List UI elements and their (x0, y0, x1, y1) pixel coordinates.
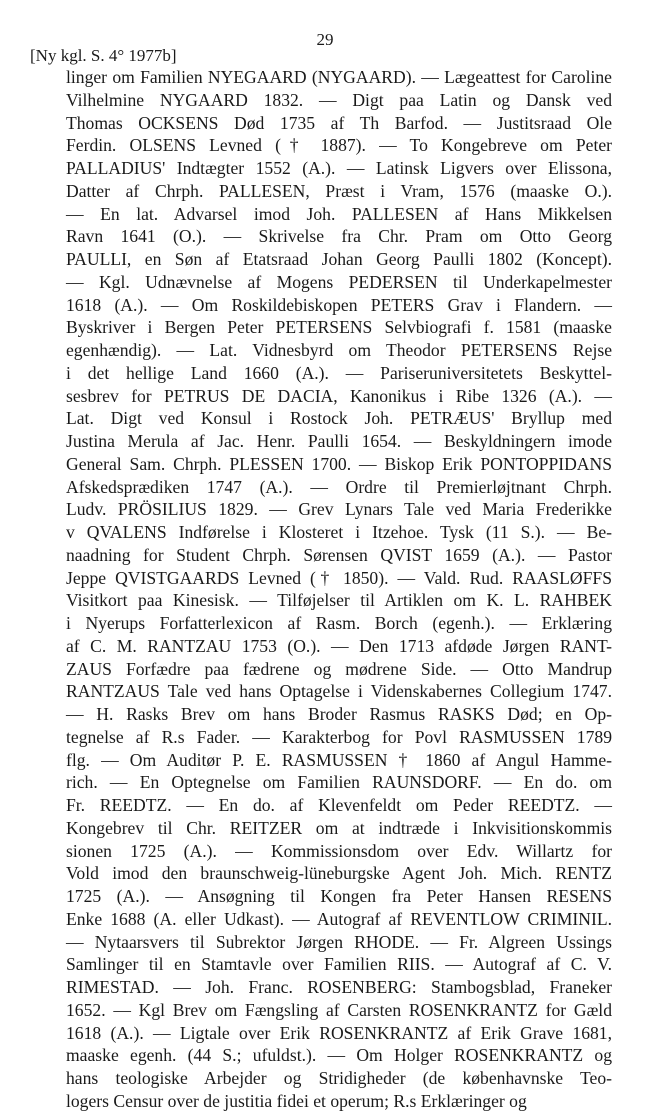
text-line: General Sam. Chrph. PLESSEN 1700. — Biskop Erik PONTOPPIDANS (66, 453, 612, 474)
text-line: ZAUS Forfædre paa fædrene og mødrene Side. — Otto Mandrup (66, 658, 612, 679)
text-line: Visitkort paa Kinesisk. — Tilføjelser til Artiklen om K. L. RAHBEK (66, 590, 612, 611)
text-line: Fr. REEDTZ. — En do. af Klevenfeldt om Peder REEDTZ. — (66, 795, 612, 815)
text-line: Ludv. PRÖSILIUS 1829. — Grev Lynars Tale ved Maria Frederikke (66, 499, 612, 520)
text-line: Lat. Digt ved Konsul i Rostock Joh. PETRÆUS' Bryllup med (66, 408, 612, 429)
text-line: — H. Rasks Brev om hans Broder Rasmus RASKS Død; en Op- (66, 704, 612, 724)
text-line: RANTZAUS Tale ved hans Optagelse i Videnskabernes Collegium 1747. (66, 681, 612, 702)
text-line: flg. — Om Auditør P. E. RASMUSSEN † 1860 af Angul Hamme- (66, 749, 612, 770)
text-line: — Nytaarsvers til Subrektor Jørgen RHODE. — Fr. Algreen Ussings (66, 931, 612, 952)
shelfmark: [Ny kgl. S. 4° 1977b] (30, 46, 177, 65)
text-line: Byskriver i Bergen Peter PETERSENS Selvbiografi f. 1581 (maaske (66, 317, 612, 338)
text-line: Vold imod den braunschweig-lüneburgske Agent Joh. Mich. RENTZ (66, 863, 612, 884)
page-number: 29 (316, 30, 334, 49)
body-text (66, 66, 612, 1113)
text-line: Thomas OCKSENS Død 1735 af Th Barfod. — Justitsraad Ole (66, 112, 612, 133)
text-line: Samlinger til en Stamtavle over Familien RIIS. — Autograf af C. V. (66, 954, 612, 975)
text-line: v QVALENS Indførelse i Klosteret i Itzehoe. Tysk (11 S.). — Be- (66, 522, 612, 542)
text-line: Kongebrev til Chr. REITZER om at indtræde i Inkvisitionskommis (66, 817, 612, 838)
text-line: egenhændig). — Lat. Vidnesbyrd om Theodor PETERSENS Rejse (66, 340, 612, 360)
text-line: 1652. — Kgl Brev om Fængsling af Carsten ROSENKRANTZ for Gæld (66, 999, 612, 1020)
text-line: PAULLI, en Søn af Etatsraad Johan Georg Paulli 1802 (Koncept). (66, 249, 612, 269)
text-line: Enke 1688 (A. eller Udkast). — Autograf af REVENTLOW CRIMINIL. (66, 908, 612, 929)
text-line: maaske egenh. (44 S.; ufuldst.). — Om Holger ROSENKRANTZ og (66, 1045, 612, 1066)
text-line: Ferdin. OLSENS Levned († 1887). — To Kongebreve om Peter (66, 135, 612, 156)
text-line: 1618 (A.). — Ligtale over Erik ROSENKRANTZ af Erik Grave 1681, (66, 1022, 612, 1043)
text-line: i det hellige Land 1660 (A.). — Pariseruniversitetets Beskyttel- (66, 362, 612, 383)
text-line: af C. M. RANTZAU 1753 (O.). — Den 1713 afdøde Jørgen RANT- (66, 635, 612, 656)
text-line: hans teologiske Arbejder og Stridigheder (de københavnske Teo- (66, 1068, 612, 1088)
text-line: tegnelse af R.s Fader. — Karakterbog for Povl RASMUSSEN 1789 (66, 726, 612, 747)
text-line: sionen 1725 (A.). — Kommissionsdom over Edv. Willartz for (66, 840, 612, 861)
text-line: sesbrev for PETRUS DE DACIA, Kanonikus i Ribe 1326 (A.). — (66, 385, 612, 406)
text-line: 1725 (A.). — Ansøgning til Kongen fra Peter Hansen RESENS (66, 886, 612, 906)
text-line: Vilhelmine NYGAARD 1832. — Digt paa Latin og Dansk ved (66, 89, 612, 110)
text-line: Afskedsprædiken 1747 (A.). — Ordre til Premierløjtnant Chrph. (66, 476, 612, 497)
text-line: RIMESTAD. — Joh. Franc. ROSENBERG: Stambogsblad, Franeker (66, 977, 612, 997)
text-line: Justina Merula af Jac. Henr. Paulli 1654. — Beskyldningern imode (66, 431, 612, 451)
text-line: — En lat. Advarsel imod Joh. PALLESEN af Hans Mikkelsen (66, 203, 612, 224)
text-line: PALLADIUS' Indtægter 1552 (A.). — Latinsk Ligvers over Elissona, (66, 158, 612, 178)
text-line: — Kgl. Udnævnelse af Mogens PEDERSEN til Underkapelmester (66, 271, 612, 292)
text-line: logers Censur over de justitia fidei et operum; R.s Erklæringer og (66, 1090, 527, 1111)
text-line: linger om Familien NYEGAARD (NYGAARD). — Lægeattest for Caroline (66, 67, 612, 87)
text-line: Jeppe QVISTGAARDS Levned († 1850). — Vald. Rud. RAASLØFFS (66, 567, 612, 588)
text-line: naadning for Student Chrph. Sørensen QVIST 1659 (A.). — Pastor (66, 544, 612, 565)
text-line: Datter af Chrph. PALLESEN, Præst i Vram, 1576 (maaske O.). (66, 180, 612, 201)
text-line: rich. — En Optegnelse om Familien RAUNSDORF. — En do. om (66, 772, 612, 793)
text-line: 1618 (A.). — Om Roskildebiskopen PETERS Grav i Flandern. — (66, 294, 612, 315)
text-line: i Nyerups Forfatterlexicon af Rasm. Borch (egenh.). — Erklæring (66, 613, 612, 633)
text-line: Ravn 1641 (O.). — Skrivelse fra Chr. Pram om Otto Georg (66, 226, 612, 247)
